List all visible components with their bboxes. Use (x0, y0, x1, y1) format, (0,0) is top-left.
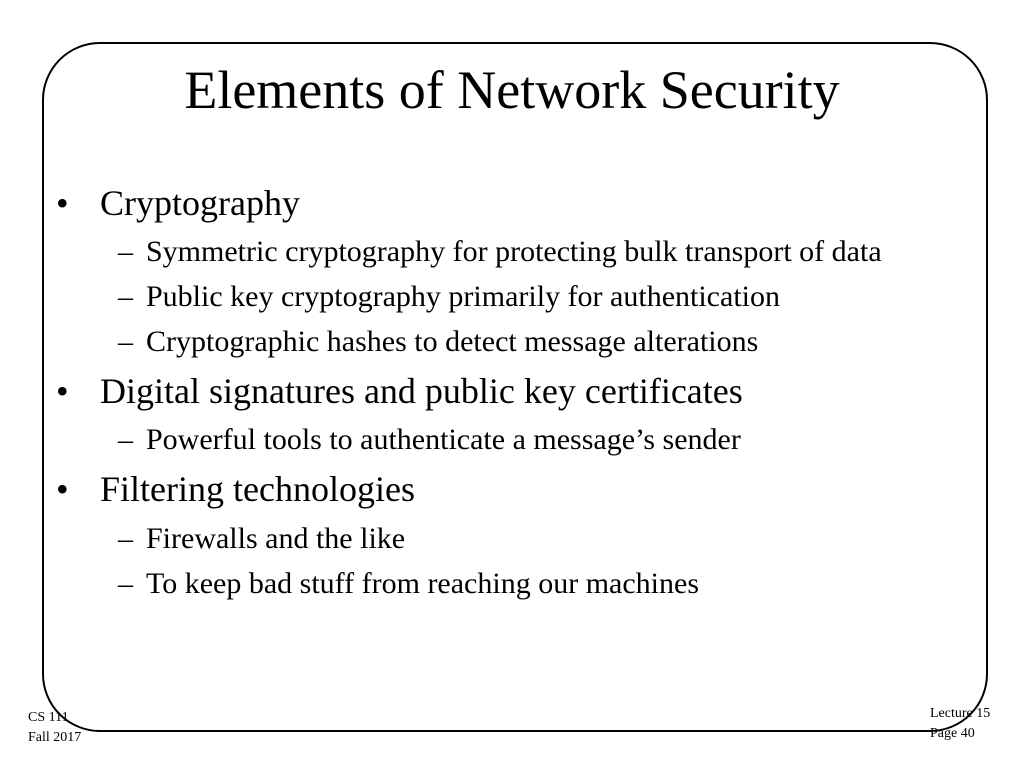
sub-bullet-marker: – (118, 521, 133, 555)
bullet-text: Cryptography (100, 183, 300, 223)
sub-bullet-marker: – (118, 235, 133, 269)
bullet-filtering (56, 468, 956, 511)
sub-bullet-text: Cryptographic hashes to detect message alterations (146, 325, 759, 359)
bullet-cryptography (56, 182, 956, 225)
sub-bullet-text: Powerful tools to authenticate a message’s sender (146, 423, 741, 457)
slide-content (56, 182, 956, 602)
sub-bullet-text: To keep bad stuff from reaching our machines (146, 566, 699, 600)
bullet-text: Digital signatures and public key certificates (100, 371, 743, 412)
footer-page: Page 40 (930, 726, 975, 742)
sub-bullet-bad-stuff (56, 566, 956, 602)
slide-title: Elements of Network Security (184, 60, 840, 120)
bullet-text: Filtering technologies (100, 469, 415, 510)
sub-bullet-text: Public key cryptography primarily for authentication (146, 280, 780, 314)
footer-course-info (28, 708, 81, 749)
sub-bullet-hashes (56, 324, 956, 360)
footer-term: Fall 2017 (28, 730, 82, 746)
bullet-digital-signatures (56, 370, 956, 413)
sub-bullet-text: Symmetric cryptography for protecting bulk transport of data (146, 235, 882, 269)
sub-bullet-text: Firewalls and the like (146, 521, 406, 555)
footer-lecture: Lecture 15 (930, 706, 991, 721)
sub-bullet-marker: – (118, 566, 133, 600)
bullet-marker: • (56, 371, 69, 412)
sub-bullet-firewalls (56, 521, 956, 557)
bullet-marker: • (56, 183, 69, 223)
sub-bullet-public-key (56, 279, 956, 315)
footer-page-info (930, 704, 1004, 745)
footer-course: CS 111 (28, 710, 69, 725)
sub-bullet-symmetric (56, 234, 956, 270)
sub-bullet-authenticate-sender (56, 422, 956, 458)
sub-bullet-marker: – (118, 280, 133, 314)
sub-bullet-marker: – (118, 325, 133, 359)
bullet-marker: • (56, 469, 69, 510)
sub-bullet-marker: – (118, 423, 133, 457)
